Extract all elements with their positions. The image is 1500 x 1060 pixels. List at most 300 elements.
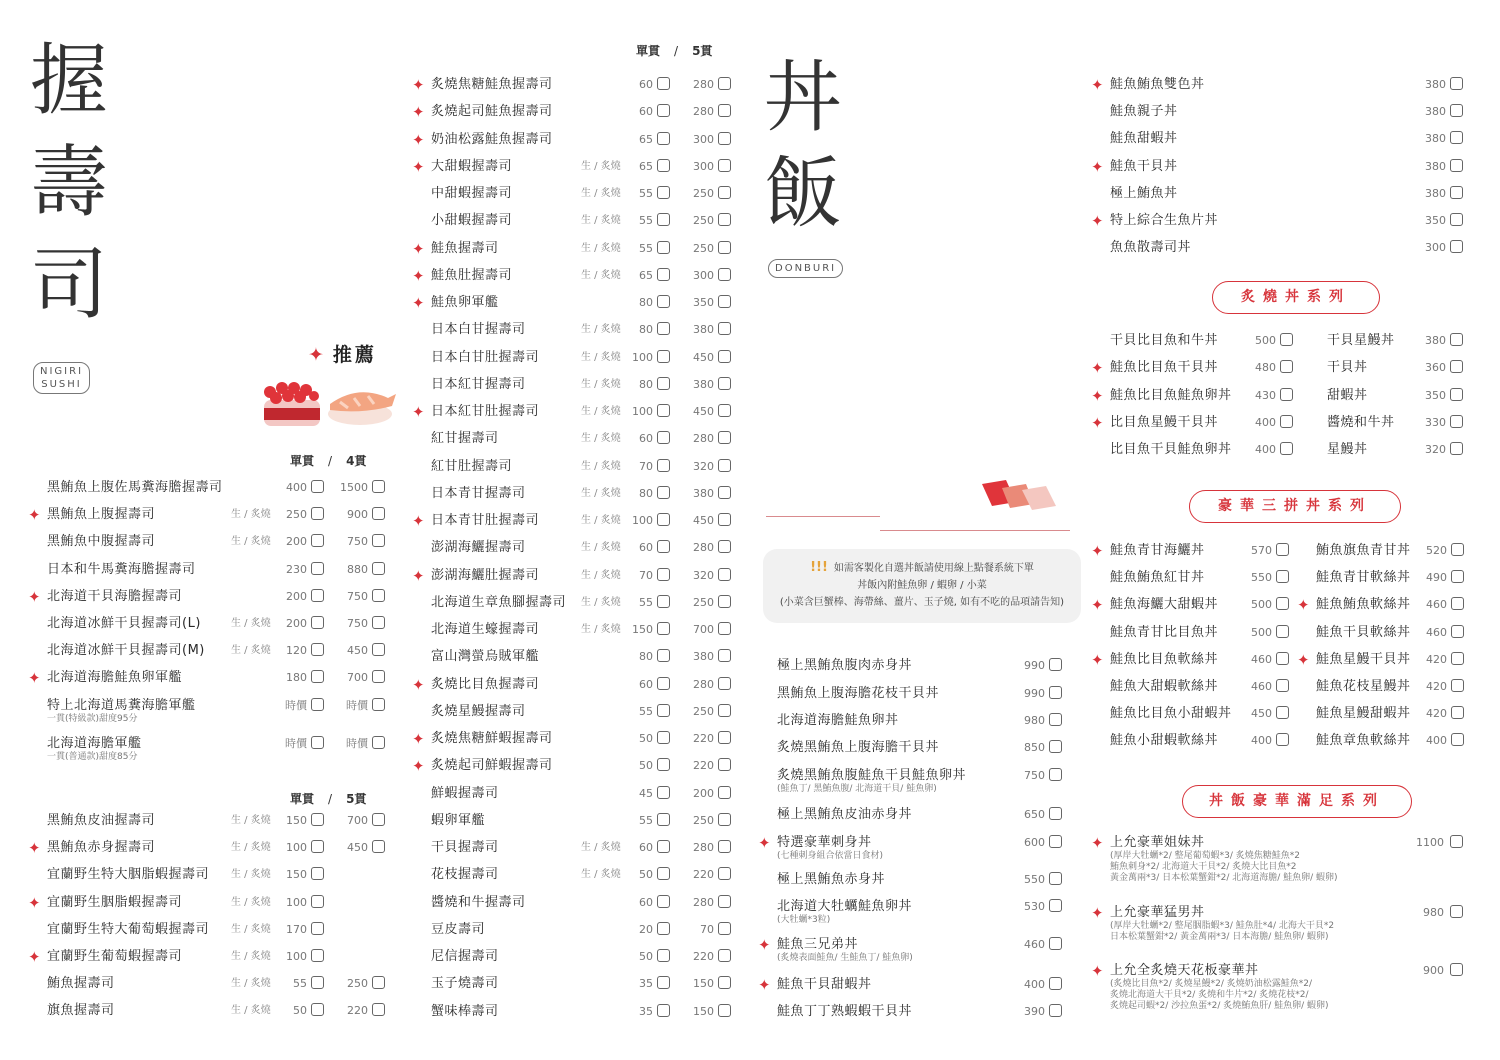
menu-item-name: 黑鮪魚皮油握壽司 — [47, 813, 156, 828]
menu-item-note: 一貫(普通款)甜度85分 — [47, 752, 138, 762]
order-checkbox[interactable] — [1276, 652, 1289, 665]
menu-item-name: 鮪魚旗魚青甘丼 — [1316, 543, 1411, 558]
price: 850 — [1024, 741, 1045, 754]
menu-item-name: 特選豪華刺身丼 — [777, 835, 872, 850]
menu-item-name: 比目魚星鰻干貝丼 — [1110, 414, 1219, 430]
order-checkbox[interactable] — [657, 431, 670, 444]
order-checkbox[interactable] — [1450, 388, 1463, 401]
preparation-option: 生 / 炙燒 — [581, 596, 621, 608]
price: 55 — [639, 704, 653, 718]
order-checkbox[interactable] — [718, 268, 731, 281]
price: 80 — [639, 650, 653, 664]
price: 450 — [693, 350, 714, 364]
order-checkbox[interactable] — [657, 295, 670, 308]
order-checkbox[interactable] — [372, 1003, 385, 1016]
menu-item-name: 極上鮪魚丼 — [1110, 185, 1178, 201]
menu-item-row — [28, 669, 392, 696]
order-checkbox[interactable] — [372, 670, 385, 683]
order-checkbox[interactable] — [718, 922, 731, 935]
order-checkbox[interactable] — [372, 562, 385, 575]
order-checkbox[interactable] — [657, 540, 670, 553]
order-checkbox[interactable] — [1450, 835, 1463, 848]
price: 時價 — [346, 737, 368, 750]
recommend-star-icon: ✦ — [1091, 157, 1104, 176]
order-checkbox[interactable] — [372, 698, 385, 711]
order-checkbox[interactable] — [657, 104, 670, 117]
price: 570 — [1251, 544, 1272, 557]
recommend-star-icon: ✦ — [1091, 904, 1104, 922]
order-checkbox[interactable] — [311, 895, 324, 908]
menu-item-row — [758, 936, 1067, 963]
price: 280 — [693, 541, 714, 555]
menu-item-name: 日本青甘握壽司 — [431, 485, 526, 501]
order-checkbox[interactable] — [311, 643, 324, 656]
preparation-option: 生 / 炙燒 — [231, 536, 271, 548]
order-checkbox[interactable] — [311, 507, 324, 520]
preparation-option: 生 / 炙燒 — [231, 815, 271, 826]
menu-item-note: (鮭魚丁/ 黑鮪魚腹/ 北海道干貝/ 鮭魚卵) — [777, 784, 937, 794]
menu-item-name: 鮭魚丁丁熟蝦蝦干貝丼 — [777, 1004, 913, 1019]
order-checkbox[interactable] — [1276, 570, 1289, 583]
price: 400 — [1255, 443, 1276, 457]
menu-item-row — [1316, 624, 1466, 651]
order-checkbox[interactable] — [718, 786, 731, 799]
menu-item-row — [28, 893, 392, 921]
order-checkbox[interactable] — [372, 976, 385, 989]
order-checkbox[interactable] — [372, 589, 385, 602]
order-checkbox[interactable] — [657, 568, 670, 581]
menu-item-row — [47, 642, 392, 669]
price: 550 — [1024, 873, 1045, 886]
order-checkbox[interactable] — [1280, 415, 1293, 428]
order-checkbox[interactable] — [657, 1004, 670, 1017]
order-checkbox[interactable] — [372, 480, 385, 493]
menu-item-name: 中甜蝦握壽司 — [431, 186, 513, 201]
order-checkbox[interactable] — [657, 976, 670, 989]
menu-item-row — [1091, 834, 1465, 894]
order-checkbox[interactable] — [1451, 543, 1464, 556]
recommend-star-icon: ✦ — [758, 834, 771, 852]
recommend-star-icon: ✦ — [1091, 962, 1104, 980]
order-checkbox[interactable] — [1450, 333, 1463, 346]
order-checkbox[interactable] — [718, 132, 731, 145]
menu-item-name: 日本和牛馬糞海膽握壽司 — [47, 561, 196, 577]
order-checkbox[interactable] — [657, 622, 670, 635]
order-checkbox[interactable] — [657, 867, 670, 880]
order-checkbox[interactable] — [1450, 77, 1463, 90]
preparation-option: 生 / 炙燒 — [231, 978, 271, 990]
preparation-option: 生 / 炙燒 — [231, 842, 271, 854]
menu-item-row — [28, 948, 392, 975]
order-checkbox[interactable] — [718, 595, 731, 608]
donburi-notice: !!! 如需客製化自選丼飯請使用線上點餐系統下單 丼飯內附鮭魚卵 / 蝦卵 / 小菜 (小菜含巨蟹棒、海帶絲、薑片、玉子燒, 如有不吃的品項請告知) — [763, 549, 1081, 623]
order-checkbox[interactable] — [718, 322, 731, 335]
price: 250 — [693, 813, 714, 827]
order-checkbox[interactable] — [1450, 905, 1463, 918]
order-checkbox[interactable] — [657, 813, 670, 826]
price: 350 — [1425, 214, 1446, 227]
menu-item-note: (七種刺身組合依當日食材) — [777, 851, 884, 861]
order-checkbox[interactable] — [1049, 740, 1062, 753]
menu-item-name: 旗魚握壽司 — [47, 1003, 115, 1019]
order-checkbox[interactable] — [1049, 872, 1062, 885]
price: 350 — [693, 296, 714, 309]
order-checkbox[interactable] — [1450, 963, 1463, 976]
menu-item-row — [431, 321, 736, 348]
order-checkbox[interactable] — [718, 350, 731, 363]
order-checkbox[interactable] — [372, 643, 385, 656]
menu-item-row — [1327, 387, 1465, 414]
price: 400 — [1426, 734, 1447, 748]
price: 450 — [1251, 707, 1272, 721]
recommend-star-icon: ✦ — [28, 893, 41, 912]
order-checkbox[interactable] — [1450, 442, 1463, 455]
order-checkbox[interactable] — [657, 132, 670, 145]
order-checkbox[interactable] — [311, 867, 324, 880]
menu-item-row — [47, 697, 392, 724]
price: 360 — [1425, 361, 1446, 375]
menu-item-row — [412, 730, 736, 757]
order-checkbox[interactable] — [718, 622, 731, 635]
price: 100 — [286, 895, 307, 909]
price: 750 — [347, 589, 368, 603]
order-checkbox[interactable] — [718, 976, 731, 989]
order-checkbox[interactable] — [1450, 415, 1463, 428]
order-checkbox[interactable] — [657, 922, 670, 935]
price: 220 — [693, 732, 714, 745]
menu-item-row — [412, 130, 736, 158]
order-checkbox[interactable] — [657, 159, 670, 172]
order-checkbox[interactable] — [657, 459, 670, 472]
order-checkbox[interactable] — [718, 104, 731, 117]
order-checkbox[interactable] — [1450, 159, 1463, 172]
menu-item-name: 干貝比目魚和牛丼 — [1110, 333, 1219, 348]
order-checkbox[interactable] — [1049, 937, 1062, 950]
menu-item-row — [777, 685, 1067, 712]
order-checkbox[interactable] — [718, 840, 731, 853]
order-checkbox[interactable] — [1276, 733, 1289, 746]
order-checkbox[interactable] — [311, 976, 324, 989]
order-checkbox[interactable] — [372, 534, 385, 547]
order-checkbox[interactable] — [1451, 625, 1464, 638]
order-checkbox[interactable] — [311, 616, 324, 629]
order-checkbox[interactable] — [657, 731, 670, 744]
order-checkbox[interactable] — [1276, 597, 1289, 610]
price: 450 — [693, 405, 714, 418]
price: 280 — [693, 78, 714, 91]
order-checkbox[interactable] — [1049, 768, 1062, 781]
order-checkbox[interactable] — [718, 186, 731, 199]
order-checkbox[interactable] — [1451, 706, 1464, 719]
order-checkbox[interactable] — [311, 480, 324, 493]
order-checkbox[interactable] — [657, 213, 670, 226]
price: 55 — [639, 813, 653, 827]
order-checkbox[interactable] — [657, 77, 670, 90]
menu-item-name: 炙燒起司鮮蝦握壽司 — [431, 758, 553, 774]
price: 250 — [693, 241, 714, 255]
menu-item-name: 鮭魚章魚軟絲丼 — [1316, 733, 1411, 749]
price: 50 — [639, 868, 653, 882]
preparation-option: 生 / 炙燒 — [581, 188, 621, 199]
column-header-a: 單貫 / 4貫 — [290, 454, 367, 468]
recommend-star-icon: ✦ — [28, 506, 41, 525]
menu-item-name: 炙燒焦糖鮭魚握壽司 — [431, 77, 553, 92]
price: 320 — [693, 459, 714, 473]
recommend-star-icon: ✦ — [412, 130, 425, 149]
order-checkbox[interactable] — [311, 949, 324, 962]
order-checkbox[interactable] — [718, 159, 731, 172]
order-checkbox[interactable] — [718, 813, 731, 826]
menu-item-name: 鮭魚鮪魚軟絲丼 — [1316, 597, 1411, 613]
menu-item-name: 炙燒黑鮪魚上腹海膽干貝丼 — [777, 740, 940, 755]
recommend-label: ✦ 推薦 — [308, 344, 377, 366]
price: 220 — [693, 759, 714, 773]
price: 500 — [1251, 598, 1272, 612]
order-checkbox[interactable] — [657, 895, 670, 908]
order-checkbox[interactable] — [657, 840, 670, 853]
order-checkbox[interactable] — [311, 922, 324, 935]
order-checkbox[interactable] — [718, 404, 731, 417]
price: 70 — [700, 922, 714, 936]
menu-item-row — [1327, 359, 1465, 386]
order-checkbox[interactable] — [657, 649, 670, 662]
price: 250 — [693, 595, 714, 609]
order-checkbox[interactable] — [1276, 543, 1289, 556]
order-checkbox[interactable] — [372, 507, 385, 520]
order-checkbox[interactable] — [1276, 625, 1289, 638]
price: 50 — [639, 950, 653, 963]
order-checkbox[interactable] — [657, 268, 670, 281]
price: 300 — [693, 132, 714, 146]
order-checkbox[interactable] — [718, 677, 731, 690]
order-checkbox[interactable] — [1450, 240, 1463, 253]
order-checkbox[interactable] — [311, 813, 324, 826]
menu-item-note: 黃金萬兩*3/ 日本松葉蟹鉗*2/ 北海道海膽/ 鮭魚卵/ 蝦卵) — [1110, 873, 1338, 883]
menu-item-name: 黑鮪魚上腹海膽花枝干貝丼 — [777, 686, 940, 701]
order-checkbox[interactable] — [718, 731, 731, 744]
order-checkbox[interactable] — [1049, 835, 1062, 848]
order-checkbox[interactable] — [718, 867, 731, 880]
order-checkbox[interactable] — [718, 540, 731, 553]
order-checkbox[interactable] — [1280, 360, 1293, 373]
order-checkbox[interactable] — [372, 840, 385, 853]
order-checkbox[interactable] — [311, 840, 324, 853]
order-checkbox[interactable] — [657, 513, 670, 526]
order-checkbox[interactable] — [657, 186, 670, 199]
menu-item-name: 鮭魚星鰻干貝丼 — [1316, 651, 1411, 667]
order-checkbox[interactable] — [372, 736, 385, 749]
menu-item-name: 鮭魚青甘軟絲丼 — [1316, 570, 1411, 586]
menu-item-row — [431, 812, 736, 839]
recommend-star-icon: ✦ — [1091, 359, 1104, 378]
order-checkbox[interactable] — [1450, 360, 1463, 373]
price: 390 — [1024, 1005, 1045, 1018]
order-checkbox[interactable] — [1280, 388, 1293, 401]
price: 150 — [693, 1004, 714, 1018]
order-checkbox[interactable] — [311, 698, 324, 711]
menu-item-row — [431, 212, 736, 239]
menu-item-name: 鮭魚比目魚軟絲丼 — [1110, 651, 1219, 667]
order-checkbox[interactable] — [657, 758, 670, 771]
order-checkbox[interactable] — [657, 486, 670, 499]
nigiri-en-badge: NIGIRI SUSHI — [33, 362, 90, 394]
order-checkbox[interactable] — [372, 616, 385, 629]
order-checkbox[interactable] — [657, 377, 670, 390]
order-checkbox[interactable] — [718, 895, 731, 908]
price: 700 — [693, 623, 714, 636]
menu-item-row — [431, 185, 736, 212]
menu-item-name: 極上黑鮪魚腹肉赤身丼 — [777, 658, 913, 673]
menu-item-name: 鮭魚比目魚小甜蝦丼 — [1110, 706, 1232, 722]
preparation-option: 生 / 炙燒 — [581, 378, 621, 390]
order-checkbox[interactable] — [1276, 679, 1289, 692]
menu-item-row — [1110, 103, 1465, 130]
menu-item-row — [431, 785, 736, 812]
menu-item-row — [777, 712, 1067, 739]
order-checkbox[interactable] — [657, 241, 670, 254]
order-checkbox[interactable] — [718, 241, 731, 254]
order-checkbox[interactable] — [1280, 333, 1293, 346]
order-checkbox[interactable] — [311, 589, 324, 602]
recommend-star-icon: ✦ — [28, 839, 41, 858]
donburi-en-badge: DONBURI — [768, 259, 843, 278]
order-checkbox[interactable] — [1451, 679, 1464, 692]
order-checkbox[interactable] — [1450, 104, 1463, 117]
order-checkbox[interactable] — [1049, 807, 1062, 820]
order-checkbox[interactable] — [718, 295, 731, 308]
preparation-option: 生 / 炙燒 — [581, 433, 621, 445]
order-checkbox[interactable] — [372, 813, 385, 826]
price: 60 — [639, 677, 653, 691]
preparation-option: 生 / 炙燒 — [581, 242, 621, 254]
preparation-option: 生 / 炙燒 — [231, 645, 271, 657]
menu-item-row — [412, 239, 736, 267]
price: 450 — [347, 841, 368, 855]
menu-item-name: 黑鮪魚上腹佐馬糞海膽握壽司 — [47, 480, 223, 495]
order-checkbox[interactable] — [718, 568, 731, 581]
price: 750 — [1024, 769, 1045, 782]
order-checkbox[interactable] — [1049, 686, 1062, 699]
order-checkbox[interactable] — [718, 77, 731, 90]
order-checkbox[interactable] — [657, 595, 670, 608]
menu-item-row — [1327, 441, 1465, 468]
price: 430 — [1255, 388, 1276, 402]
menu-item-name: 黑鮪魚赤身握壽司 — [47, 840, 156, 856]
order-checkbox[interactable] — [311, 670, 324, 683]
order-checkbox[interactable] — [1451, 570, 1464, 583]
menu-item-name: 鮭魚大甜蝦軟絲丼 — [1110, 679, 1219, 694]
order-checkbox[interactable] — [657, 949, 670, 962]
order-checkbox[interactable] — [1450, 131, 1463, 144]
order-checkbox[interactable] — [657, 322, 670, 335]
order-checkbox[interactable] — [718, 1004, 731, 1017]
menu-item-row — [412, 512, 736, 539]
price: 時價 — [285, 737, 307, 750]
price: 55 — [639, 214, 653, 228]
menu-item-name: 極上黑鮪魚赤身丼 — [777, 872, 886, 887]
order-checkbox[interactable] — [718, 377, 731, 390]
order-checkbox[interactable] — [657, 404, 670, 417]
menu-item-row — [1110, 624, 1290, 651]
preparation-option: 生 / 炙燒 — [231, 1005, 271, 1017]
order-checkbox[interactable] — [657, 786, 670, 799]
order-checkbox[interactable] — [657, 704, 670, 717]
preparation-option: 生 / 炙燒 — [581, 515, 621, 526]
menu-item-name: 干貝握壽司 — [431, 840, 499, 855]
recommend-star-icon: ✦ — [758, 976, 771, 994]
order-checkbox[interactable] — [1049, 977, 1062, 990]
order-checkbox[interactable] — [657, 350, 670, 363]
recommend-star-icon: ✦ — [1091, 386, 1104, 405]
menu-item-row — [412, 757, 736, 784]
order-checkbox[interactable] — [718, 213, 731, 226]
menu-item-row — [431, 430, 736, 457]
menu-item-name: 宜蘭野生特大胭脂蝦握壽司 — [47, 867, 210, 883]
price: 250 — [347, 977, 368, 991]
menu-item-row — [47, 975, 392, 1002]
order-checkbox[interactable] — [311, 1003, 324, 1016]
order-checkbox[interactable] — [718, 459, 731, 472]
price: 時價 — [346, 698, 368, 712]
divider-line — [766, 516, 880, 517]
recommend-star-icon: ✦ — [412, 239, 425, 258]
order-checkbox[interactable] — [1049, 1004, 1062, 1017]
order-checkbox[interactable] — [1049, 713, 1062, 726]
price: 280 — [693, 432, 714, 446]
order-checkbox[interactable] — [718, 486, 731, 499]
menu-item-row — [1091, 212, 1465, 239]
price: 65 — [639, 268, 653, 282]
order-checkbox[interactable] — [1451, 597, 1464, 610]
price: 380 — [693, 377, 714, 391]
order-checkbox[interactable] — [1280, 442, 1293, 455]
price: 400 — [1255, 415, 1276, 429]
price: 700 — [347, 671, 368, 685]
price: 400 — [1251, 734, 1272, 748]
order-checkbox[interactable] — [718, 758, 731, 771]
order-checkbox[interactable] — [657, 677, 670, 690]
price: 420 — [1426, 680, 1447, 693]
order-checkbox[interactable] — [718, 949, 731, 962]
price: 200 — [693, 786, 714, 800]
order-checkbox[interactable] — [1451, 733, 1464, 746]
order-checkbox[interactable] — [1451, 652, 1464, 665]
order-checkbox[interactable] — [718, 513, 731, 526]
order-checkbox[interactable] — [1450, 213, 1463, 226]
column-header-c: 單貫 / 5貫 — [636, 44, 713, 58]
menu-item-row — [1110, 569, 1290, 596]
order-checkbox[interactable] — [718, 704, 731, 717]
menu-item-row — [28, 506, 392, 533]
menu-item-row — [431, 376, 736, 403]
menu-item-row — [47, 615, 392, 642]
price: 180 — [286, 671, 307, 685]
order-checkbox[interactable] — [1049, 899, 1062, 912]
order-checkbox[interactable] — [1276, 706, 1289, 719]
order-checkbox[interactable] — [1450, 186, 1463, 199]
order-checkbox[interactable] — [718, 431, 731, 444]
menu-item-name: 日本白甘肚握壽司 — [431, 349, 540, 365]
order-checkbox[interactable] — [311, 736, 324, 749]
price: 320 — [1425, 443, 1446, 457]
menu-item-row — [1110, 239, 1465, 266]
recommend-star-icon: ✦ — [1091, 834, 1104, 852]
order-checkbox[interactable] — [311, 562, 324, 575]
order-checkbox[interactable] — [1049, 658, 1062, 671]
recommend-star-icon: ✦ — [412, 730, 425, 748]
order-checkbox[interactable] — [718, 649, 731, 662]
order-checkbox[interactable] — [311, 534, 324, 547]
